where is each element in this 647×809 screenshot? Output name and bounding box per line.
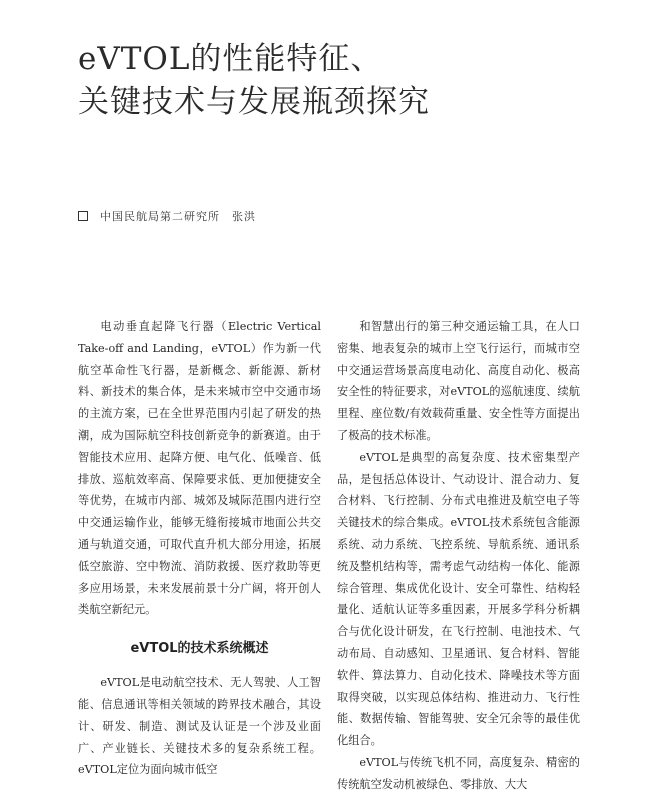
right-paragraph-2: eVTOL是典型的高复杂度、技术密集型产品，是包括总体设计、气动设计、混合动力、复合材料、飞行控制、分布式电推进及航空电子等关键技术的综合集成。eVTOL技术系统包含能源系统、动力系统、飞控系统、导航系统、通讯系统及整机结构等，需考虑气动结构一体化、能源综合管理、集成优化设计、安全可靠性、结构轻量化、适航认证等多重因素，开展多学科分析耦合与优化设计研发，在飞行控制、电池技术、气动布局、自动感知、卫星通讯、复合材料、智能软件、算法算力、自动化技术、降噪技术等方面取得突破，以实现总体结构、推进动力、飞行性能、数据传输、智能驾驶、安全冗余等的最佳优化组合。	[337, 450, 580, 748]
article-title	[78, 38, 598, 124]
title-line-2: 关键技术与发展瓶颈探究	[78, 84, 430, 120]
right-paragraph-1: 和智慧出行的第三种交通运输工具，在人口密集、地表复杂的城市上空飞行运行，而城市空中交通运营场景高度电动化、高度自动化、极高安全性的特征要求，对eVTOL的巡航速度、续航里程、座位数/有效载荷重量、安全性等方面提出了极高的技术标准。	[337, 320, 580, 442]
left-column	[78, 316, 321, 781]
title-line-1: eVTOL的性能特征、	[78, 41, 383, 77]
section-heading: eVTOL的技术系统概述	[130, 641, 269, 657]
affiliation: 中国民航局第二研究所	[100, 210, 220, 223]
right-column	[337, 316, 580, 796]
intro-paragraph: 电动垂直起降飞行器（Electric Vertical Take-off and Landing，eVTOL）作为新一代航空革命性飞行器，是新概念、新能源、新材料、新技术的集合体，是未来城市空中交通市场的主流方案，已在全世界范围内引起了研发的热潮，成为国际航空科技创新竞争的新赛道。由于智能技术应用、起降方便、电气化、低噪音、低排放、巡航效率高、保障要求低、更加便捷安全等优势，在城市内部、城郊及城际范围内进行空中交通运输作业，能够无缝衔接城市地面公共交通与轨道交通，可取代直升机大部分用途，拓展低空旅游、空中物流、消防救援、医疗救助等更多应用场景，未来发展前景十分广阔，将开创人类航空新纪元。	[78, 320, 321, 617]
square-bullet-icon	[78, 211, 88, 221]
author: 张洪	[232, 210, 256, 223]
right-paragraph-3: eVTOL与传统飞机不同，高度复杂、精密的传统航空发动机被绿色、零排放、大大	[337, 755, 580, 791]
byline	[78, 208, 256, 224]
section-paragraph: eVTOL是电动航空技术、无人驾驶、人工智能、信息通讯等相关领域的跨界技术融合，其设计、研发、制造、测试及认证是一个涉及业面广、产业链长、关键技术多的复杂系统工程。eVTOL定位为面向城市低空	[78, 676, 321, 777]
